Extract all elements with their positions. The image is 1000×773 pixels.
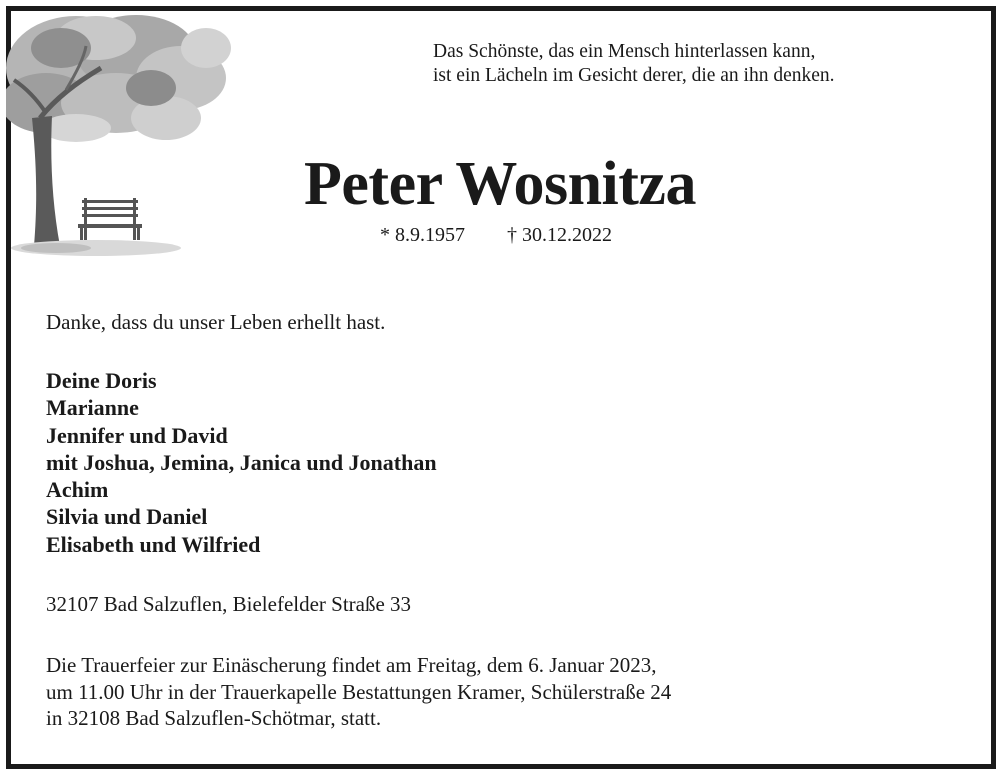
quote-line: Das Schönste, das ein Mensch hinterlassen kann, <box>433 41 816 62</box>
funeral-service-info <box>46 652 671 732</box>
thanks-message: Danke, dass du unser Leben erhellt hast. <box>46 310 386 334</box>
quote-line: ist ein Lächeln im Gesicht derer, die an ihn denken. <box>433 65 835 86</box>
deceased-name: Peter Wosnitza <box>304 150 696 218</box>
ground-shadow <box>11 240 181 256</box>
tree-bench-illustration <box>6 8 246 270</box>
memorial-quote <box>433 40 973 88</box>
mourner-entry: Marianne <box>46 395 139 421</box>
mourner-entry: Jennifer und David <box>46 422 228 448</box>
mourners-list <box>46 367 437 558</box>
service-line: um 11.00 Uhr in der Trauerkapelle Bestattungen Kramer, Schülerstraße 24 <box>46 679 672 704</box>
service-line: in 32108 Bad Salzuflen-Schötmar, statt. <box>46 706 382 730</box>
service-line: Die Trauerfeier zur Einäscherung findet am Freitag, dem 6. Januar 2023, <box>46 653 657 677</box>
mourner-entry: mit Joshua, Jemina, Janica und Jonathan <box>46 449 437 475</box>
birth-date: * 8.9.1957 <box>380 224 465 246</box>
death-date: † 30.12.2022 <box>507 224 612 246</box>
mourner-entry: Elisabeth und Wilfried <box>46 531 261 557</box>
family-address: 32107 Bad Salzuflen, Bielefelder Straße 33 <box>46 592 412 616</box>
mourner-entry: Silvia und Daniel <box>46 504 208 530</box>
mourner-entry: Deine Doris <box>46 368 157 393</box>
mourner-entry: Achim <box>46 477 109 503</box>
